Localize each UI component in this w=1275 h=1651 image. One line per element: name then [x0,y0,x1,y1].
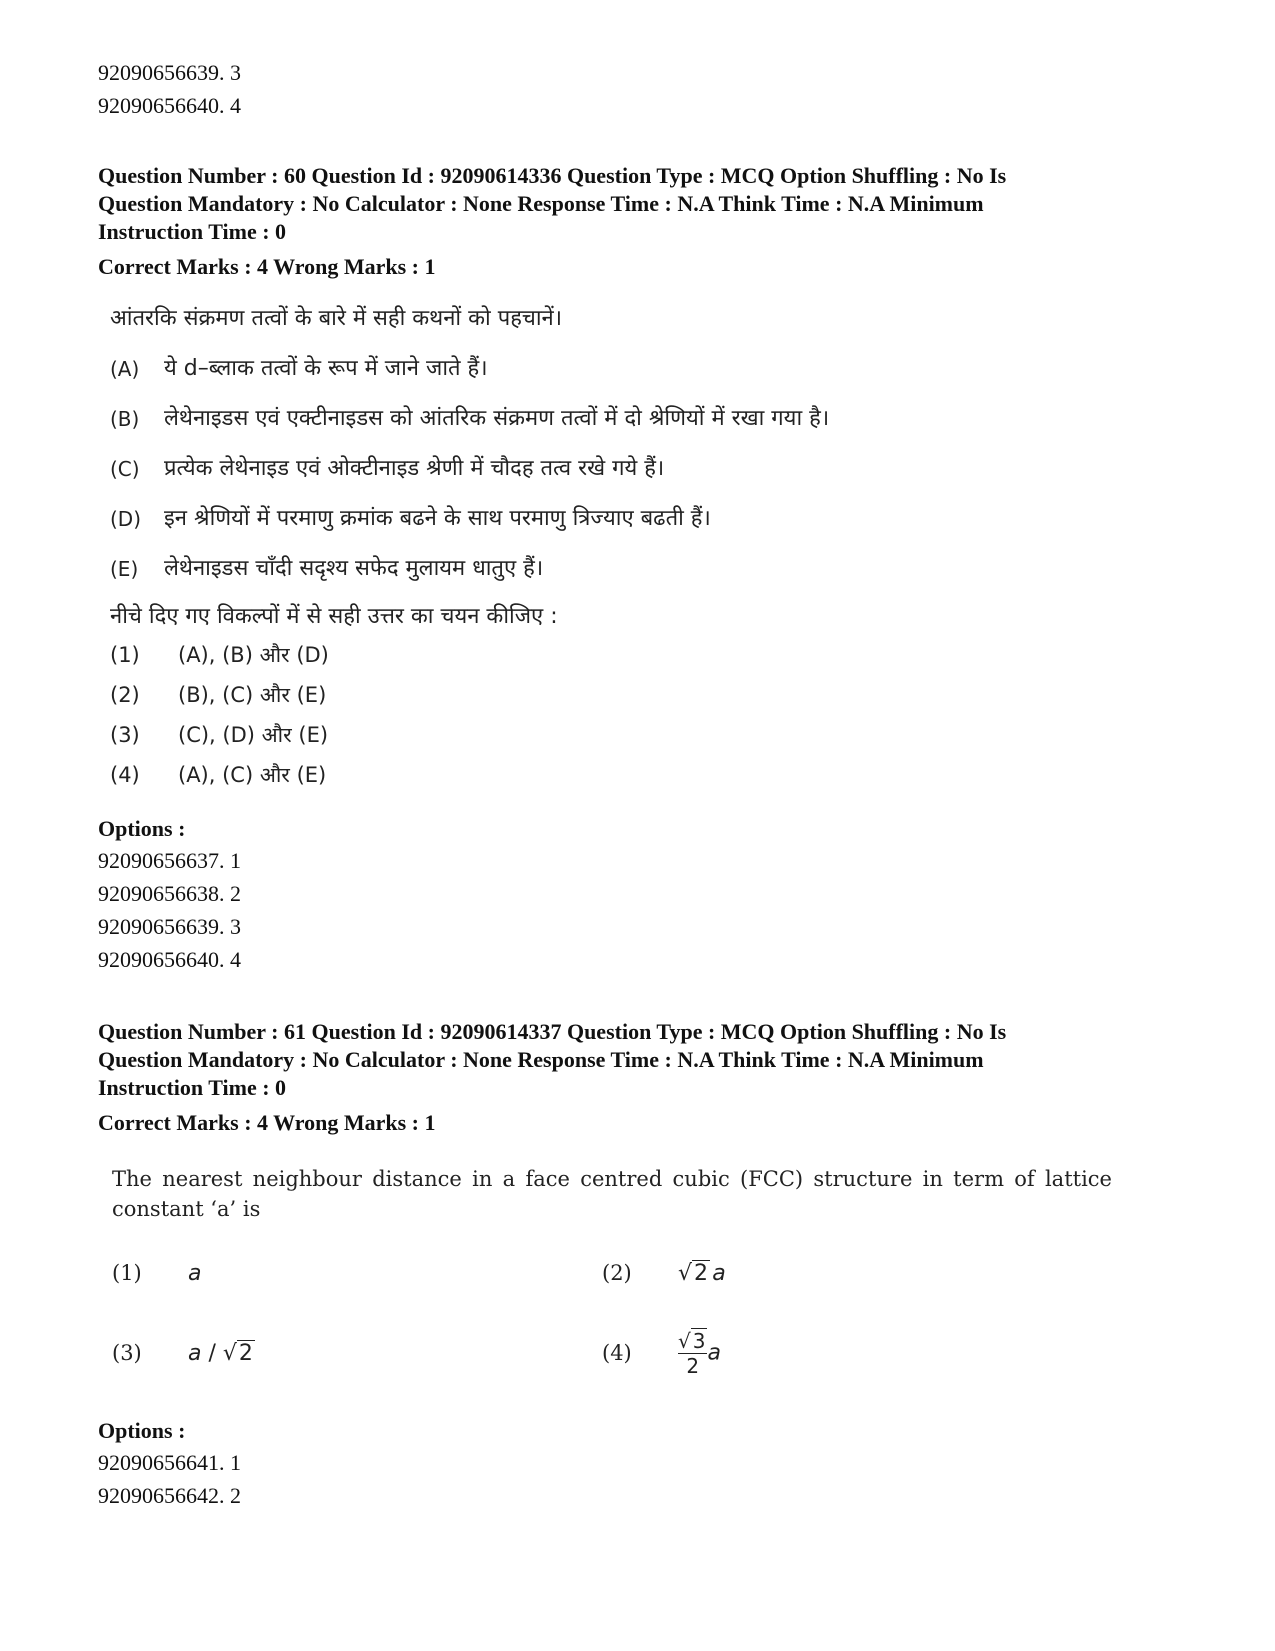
carryover-options [98,56,1178,122]
statement-label: (C) [110,457,140,481]
statement-label: (B) [110,407,140,431]
statement-item [110,352,1178,386]
marks-line: Correct Marks : 4 Wrong Marks : 1 [98,1110,436,1135]
answer-choice [112,1250,602,1296]
question-meta-line: Question Number : 60 Question Id : 92090614336 Question Type : MCQ Option Shuffling : No Is [98,163,1007,188]
statement-item [110,452,1178,486]
choice-number: (3) [112,1341,142,1365]
sqrt-symbol: √ [678,1328,691,1353]
choice-text: (A), (C) और (E) [178,763,327,787]
denominator: 2 [678,1353,707,1378]
choice-expression: a [188,1260,202,1286]
statement-text: इन श्रेणियों में परमाणु क्रमांक बढने के साथ परमाणु त्रिज्याए बढती हैं। [164,506,711,531]
radicand: 2 [694,1260,709,1286]
answer-choice [110,760,1178,790]
choice-text: (A), (B) और (D) [178,643,329,667]
question-meta-line: Question Mandatory : No Calculator : None Response Time : N.A Think Time : N.A Minimum [98,1047,984,1072]
statement-text: प्रत्येक लेथेनाइड एवं ओक्टीनाइड श्रेणी में चौदह तत्व रखे गये हैं। [164,456,665,481]
statement-label: (A) [110,357,140,381]
statement-item [110,402,1178,436]
choice-expression [678,1329,721,1378]
radicand: 2 [238,1340,253,1366]
answer-choice [602,1330,1092,1376]
options-heading: Options : [98,1418,186,1443]
variable: a [707,1340,721,1365]
marks-line: Correct Marks : 4 Wrong Marks : 1 [98,254,436,279]
choice-number: (1) [112,1261,142,1285]
statement-label: (D) [110,507,142,531]
option-line: 92090656639. 3 [98,60,241,85]
question-stem: आंतरकि संक्रमण तत्वों के बारे में सही कथनों को पहचानें। [110,306,563,331]
option-line: 92090656641. 1 [98,1450,241,1475]
answer-choice [110,640,1178,670]
radicand: 3 [692,1328,706,1353]
option-line: 92090656642. 2 [98,1483,241,1508]
options-heading: Options : [98,816,186,841]
numerator [678,1329,707,1353]
choice-expression [678,1261,726,1286]
question-61 [98,1018,1178,1512]
answer-choices-grid [112,1250,1178,1376]
choice-text: (C), (D) और (E) [178,723,329,747]
option-line: 92090656638. 2 [98,881,241,906]
choice-number: (2) [602,1261,632,1285]
question-meta-line: Instruction Time : 0 [98,219,287,244]
question-60 [98,162,1178,976]
question-instruction: नीचे दिए गए विकल्पों में से सही उत्तर का चयन कीजिए : [110,604,558,629]
option-line: 92090656639. 3 [98,914,241,939]
statement-item [110,552,1178,586]
division-slash: / [201,1340,223,1366]
sqrt-symbol: √ [678,1260,693,1286]
answer-choice [112,1330,602,1376]
choice-number: (3) [110,723,140,747]
statement-item [110,502,1178,536]
variable: a [188,1340,202,1366]
option-line: 92090656637. 1 [98,848,241,873]
choice-expression [188,1341,255,1366]
answer-choice [110,720,1178,750]
option-line: 92090656640. 4 [98,947,241,972]
sqrt-symbol: √ [222,1340,237,1366]
choice-number: (4) [602,1341,632,1365]
answer-choice [602,1250,1092,1296]
fraction [678,1329,707,1378]
choice-number: (2) [110,683,140,707]
choice-text: (B), (C) और (E) [178,683,327,707]
document-page [98,0,1178,1512]
choice-number: (4) [110,763,140,787]
question-meta-line: Question Mandatory : No Calculator : None Response Time : N.A Think Time : N.A Minimum [98,191,984,216]
statement-text: लेथेनाइडस चाँदी सदृश्य सफेद मुलायम धातुए हैं। [164,556,544,581]
statement-text: ये d–ब्लाक तत्वों के रूप में जाने जाते हैं। [164,356,488,381]
variable: a [712,1260,726,1286]
answer-choice [110,680,1178,710]
statement-label: (E) [110,557,139,581]
question-meta-line: Instruction Time : 0 [98,1075,287,1100]
question-stem: The nearest neighbour distance in a face centred cubic (FCC) structure in term of lattice constant ‘a’ is [112,1167,1112,1221]
question-meta-line: Question Number : 61 Question Id : 92090614337 Question Type : MCQ Option Shuffling : No Is [98,1019,1007,1044]
choice-number: (1) [110,643,140,667]
question-body-hindi [98,302,1178,790]
statement-text: लेथेनाइडस एवं एक्टीनाइडस को आंतरिक संक्रमण तत्वों में दो श्रेणियों में रखा गया है। [164,406,830,431]
option-line: 92090656640. 4 [98,93,241,118]
